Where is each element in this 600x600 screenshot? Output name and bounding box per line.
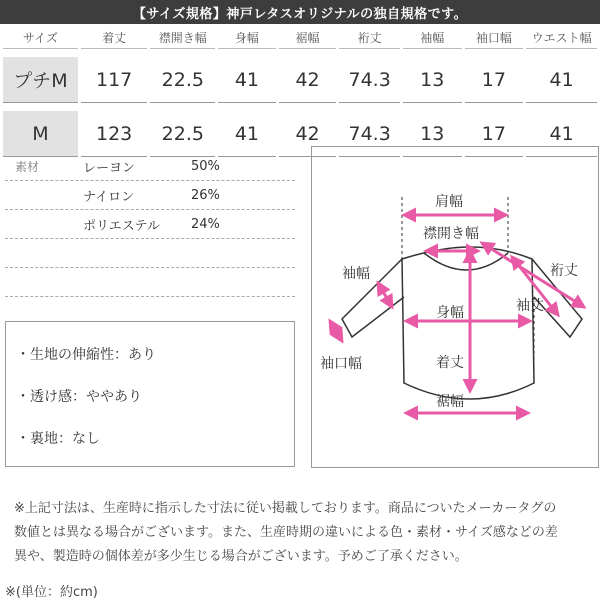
material-percent: 26% <box>191 187 220 203</box>
table-cell: 13 <box>403 111 462 157</box>
size-table <box>0 26 600 157</box>
header-neck-width: 襟開き幅 <box>150 26 215 49</box>
header-sleeve-width: 袖幅 <box>403 26 462 49</box>
neckline-outline <box>424 253 508 270</box>
material-row <box>5 181 295 210</box>
label-yuki: 裄丈 <box>550 263 578 279</box>
row-size-label: M <box>3 111 78 157</box>
material-percent: 50% <box>191 158 220 174</box>
note-line: ※上記寸法は、生産時に指示した寸法に従い掲載しております。商品についたメーカータグの <box>14 501 557 516</box>
table-cell: 22.5 <box>150 57 215 103</box>
label-cuff: 袖口幅 <box>320 356 362 372</box>
table-row <box>3 57 597 103</box>
title-banner: 【サイズ規格】神戸レタスオリジナルの独自規格です。 <box>0 0 600 24</box>
header-length: 着丈 <box>81 26 148 49</box>
material-row-empty <box>5 239 295 268</box>
material-name: ナイロン <box>83 189 135 205</box>
table-cell: 42 <box>279 111 337 157</box>
row-size-label: プチM <box>3 57 78 103</box>
label-sleeve-length: 袖丈 <box>516 298 544 314</box>
table-cell: 41 <box>526 111 597 157</box>
materials-label: 素材 <box>15 159 40 174</box>
header-hem-width: 裾幅 <box>279 26 337 49</box>
label-body-width: 身幅 <box>436 305 464 321</box>
table-cell: 13 <box>403 57 462 103</box>
header-body-width: 身幅 <box>218 26 276 49</box>
measurement-diagram <box>311 146 599 468</box>
header-size: サイズ <box>3 26 78 49</box>
fabric-properties-box <box>5 321 295 467</box>
label-sleeve-width: 袖幅 <box>342 266 370 282</box>
header-waist-width: ウエスト幅 <box>526 26 597 49</box>
label-shoulder: 肩幅 <box>435 194 463 210</box>
note-line: 数値とは異なる場合がございます。また、生産時期の違いによる色・素材・サイズ感などの差 <box>14 525 558 540</box>
table-cell: 74.3 <box>339 111 400 157</box>
material-row <box>5 152 295 181</box>
material-row <box>5 210 295 239</box>
material-row-empty <box>5 268 295 297</box>
label-length: 着丈 <box>436 355 464 371</box>
material-percent: 24% <box>191 216 220 232</box>
disclaimer-note <box>14 497 594 569</box>
material-name: レーヨン <box>83 160 136 176</box>
property-stretch: ・生地の伸縮性：あり <box>16 347 156 363</box>
header-cuff-width: 袖口幅 <box>465 26 524 49</box>
note-line: 異や、製造時の個体差が多少生じる場合がございます。予めご了承ください。 <box>14 549 468 564</box>
table-cell: 117 <box>81 57 148 103</box>
table-cell: 41 <box>526 57 597 103</box>
unit-note: ※(単位：約cm) <box>5 585 98 600</box>
cuff-width-arrow <box>330 321 342 341</box>
table-cell: 17 <box>465 111 524 157</box>
table-cell: 42 <box>279 57 337 103</box>
material-name: ポリエステル <box>83 218 160 234</box>
materials-list <box>5 152 295 297</box>
table-cell: 74.3 <box>339 57 400 103</box>
table-cell: 22.5 <box>150 111 215 157</box>
table-cell: 123 <box>81 111 148 157</box>
table-cell: 41 <box>218 111 276 157</box>
table-cell: 17 <box>465 57 524 103</box>
table-header-row <box>3 26 597 49</box>
sleeve-width-arrow <box>378 283 392 307</box>
table-cell: 41 <box>218 57 276 103</box>
label-neck: 襟開き幅 <box>423 226 479 242</box>
header-yuki: 裄丈 <box>339 26 400 49</box>
label-hem: 裾幅 <box>436 394 464 410</box>
property-lining: ・裏地：なし <box>16 431 100 447</box>
property-sheerness: ・透け感：ややあり <box>16 389 142 405</box>
